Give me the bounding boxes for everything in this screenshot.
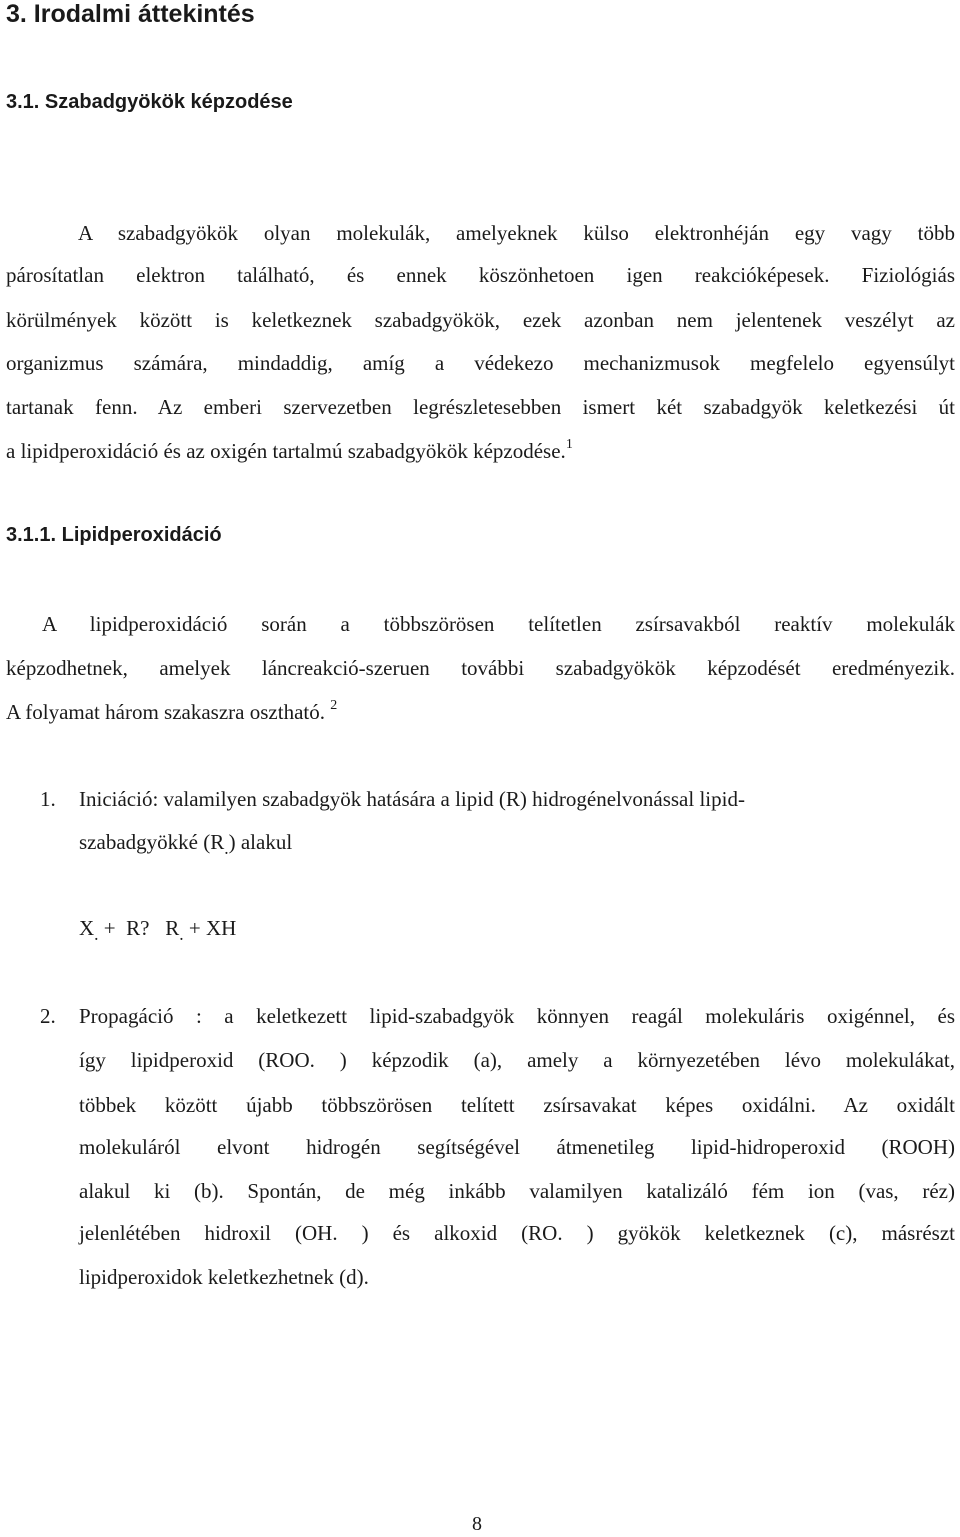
list-item-2-line-6: jelenlétében hidroxil (OH. ) és alkoxid (RO. ) gyökök keletkeznek (c), másrészt — [79, 1221, 955, 1245]
equation-end: + XH — [183, 916, 237, 940]
list-item-2-line-5: alakul ki (b). Spontán, de még inkább valamilyen katalizáló fém ion (vas, réz) — [79, 1179, 955, 1203]
subsection-heading: 3.1.1. Lipidperoxidáció — [6, 524, 222, 546]
equation-x-dot: . — [94, 924, 99, 945]
page-number: 8 — [472, 1513, 482, 1535]
paragraph-2-line-2: képzodhetnek, amelyek láncreakció-szeruen további szabadgyökök képzodését eredményezik. — [6, 656, 955, 680]
paragraph-2-line-3 — [6, 699, 337, 725]
list-item-2-line-2: így lipidperoxid (ROO. ) képzodik (a), amely a környezetében lévo molekulákat, — [79, 1048, 955, 1072]
chapter-heading: 3. Irodalmi áttekintés — [6, 0, 255, 28]
paragraph-1-line-2: párosítatlan elektron található, és ennek köszönhetoen igen reakcióképesek. Fiziológiás — [6, 263, 955, 287]
footnote-ref-1: 1 — [565, 437, 573, 452]
reaction-equation — [79, 915, 236, 947]
paragraph-1-line-1: A szabadgyökök olyan molekulák, amelyeknek külso elektronhéján egy vagy több — [78, 221, 955, 245]
equation-r-dot: . — [179, 924, 184, 945]
list-item-2-line-3: többek között újabb többszörösen telített zsírsavakat képes oxidálni. Az oxidált — [79, 1093, 955, 1117]
equation-mid: + R? R — [98, 916, 180, 940]
equation-x: X — [79, 916, 95, 940]
list-item-1-line-2 — [79, 829, 292, 861]
list-item-2-line-7: lipidperoxidok keletkezhetnek (d). — [79, 1265, 369, 1289]
paragraph-1-line-6 — [6, 438, 573, 464]
paragraph-2-line-3-text: A folyamat három szakaszra osztható. — [6, 700, 325, 724]
list-item-1-line-2-post: ) alakul — [228, 830, 293, 854]
list-item-1-line-2-pre: szabadgyökké (R — [79, 830, 225, 854]
list-item-1-number: 1. — [40, 787, 56, 811]
list-item-2-number: 2. — [40, 1004, 56, 1028]
list-item-1-line-1: Iniciáció: valamilyen szabadgyök hatására a lipid (R) hidrogénelvonással lipid- — [79, 787, 745, 811]
paragraph-1-line-3: körülmények között is keletkeznek szabadgyökök, ezek azonban nem jelentenek veszélyt az — [6, 308, 955, 332]
footnote-ref-2: 2 — [330, 698, 338, 713]
paragraph-2-line-1: A lipidperoxidáció során a többszörösen telítetlen zsírsavakból reaktív molekulák — [42, 612, 955, 636]
paragraph-1-line-5: tartanak fenn. Az emberi szervezetben legrészletesebben ismert két szabadgyök keletkezési út — [6, 395, 955, 419]
radical-dot: . — [224, 838, 229, 859]
section-heading: 3.1. Szabadgyökök képzodése — [6, 91, 293, 113]
paragraph-1-line-4: organizmus számára, mindaddig, amíg a védekezo mechanizmusok megfelelo egyensúlyt — [6, 351, 955, 375]
list-item-2-line-1: Propagáció : a keletkezett lipid-szabadgyök könnyen reagál molekuláris oxigénnel, és — [79, 1004, 955, 1028]
paragraph-1-line-6-text: a lipidperoxidáció és az oxigén tartalmú szabadgyökök képzodése. — [6, 439, 566, 463]
list-item-2-line-4: molekuláról elvont hidrogén segítségével átmenetileg lipid-hidroperoxid (ROOH) — [79, 1135, 955, 1159]
